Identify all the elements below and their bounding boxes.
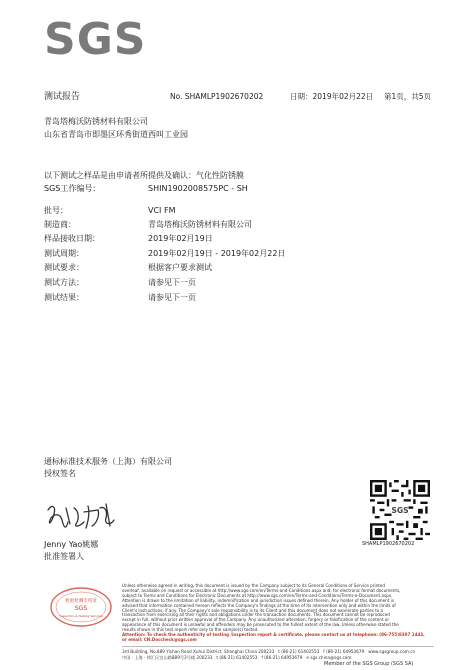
client-address: 山东省青岛市即墨区环秀街道西叫工业园 bbox=[44, 130, 188, 139]
fax-cn: f (86-21) 64953679 bbox=[261, 655, 303, 660]
address-cn: 中国 · 上海 · 徐汇区宜山路889号3号楼 200233 bbox=[122, 655, 213, 660]
fine-line: Attention is drawn to the limitation of liability, indemnification and jurisdiction issues defined therein. Any holder of this document is bbox=[122, 597, 394, 603]
fine-line: Unless otherwise agreed in writing, this document is issued by the Company subject to its General Conditions of Service printed bbox=[122, 583, 385, 588]
row-label: 测试要求： bbox=[44, 263, 84, 272]
inspection-seal-stamp bbox=[46, 586, 116, 628]
client-name: 青岛塔梅沃防锈材料有限公司 bbox=[44, 117, 148, 126]
logo-text: SGS bbox=[44, 14, 147, 65]
row-label: 批号： bbox=[44, 206, 68, 215]
fine-line: transaction from exercising all their rights and obligations under the transaction documents. This document cannot be reproduced bbox=[122, 612, 390, 618]
signer-name: Jenny Yao姚娜 bbox=[44, 540, 99, 549]
signer-role: 批准签署人 bbox=[44, 552, 84, 561]
qr-caption: SHAMLP1902670202 bbox=[362, 541, 415, 547]
row-label: 制造商： bbox=[44, 220, 76, 229]
row-value: 青岛塔梅沃防锈材料有限公司 bbox=[148, 220, 252, 229]
email: e sgs.china@sgs.com bbox=[306, 655, 352, 660]
row-manufacturer bbox=[44, 220, 434, 231]
row-value: 请参见下一页 bbox=[148, 278, 196, 287]
handwritten-signature bbox=[44, 500, 124, 534]
fine-line-email: or email: CN.Doccheck@sgs.com bbox=[122, 636, 197, 642]
row-value: 请参见下一页 bbox=[148, 293, 196, 302]
footer-address-cn-line bbox=[122, 655, 351, 660]
row-value: 2019年02月19日 bbox=[148, 234, 213, 243]
row-value: SHIN1902008575PC - SH bbox=[148, 184, 248, 193]
row-test-period bbox=[44, 249, 434, 260]
row-label: SGS工作编号： bbox=[44, 184, 101, 193]
fine-line: results shown in this test report refer only to the sample(s) tested. bbox=[122, 627, 259, 633]
sample-intro: 以下测试之样品是由申请者所提供及确认：气化性防锈膜 bbox=[44, 171, 244, 180]
row-batch bbox=[44, 206, 434, 217]
tel-en: t (86-21) 61402553 bbox=[278, 649, 320, 654]
row-job-number bbox=[44, 184, 434, 195]
fine-line-attention: Attention: To check the authenticity of testing /inspection report & certificate, please contact us at telephone: (86-755)8307 1443, bbox=[122, 632, 425, 638]
signing-company: 通标标准技术服务（上海）有限公司 bbox=[44, 457, 172, 466]
footer-address-en-line bbox=[122, 649, 415, 654]
row-label: 样品接收日期： bbox=[44, 234, 100, 243]
sgs-logo bbox=[44, 14, 147, 66]
row-label: 测试方法： bbox=[44, 278, 84, 287]
fine-line: Client's instructions, if any. The Company's sole responsibility is to its Client and this document does not exonerate parties to a bbox=[122, 607, 383, 613]
address-en: 3rd Building, No.889 Yishan Road Xuhui District, Shanghai China 200233 bbox=[122, 649, 275, 654]
seal-text: 检验检测专用章 bbox=[65, 599, 97, 604]
verification-qr-code bbox=[370, 480, 430, 540]
sgs-member-note: Member of the SGS Group (SGS SA) bbox=[324, 661, 414, 667]
row-test-requirement bbox=[44, 263, 434, 274]
footer-fine-print bbox=[122, 584, 434, 643]
row-value: 2019年02月19日 - 2019年02月22日 bbox=[148, 249, 286, 258]
row-test-method bbox=[44, 278, 434, 289]
website: www.sgsgroup.com.cn bbox=[368, 649, 416, 654]
fine-line: advised that information contained hereon reflects the Company's findings at the time of its intervention only and within the limits of bbox=[122, 602, 396, 608]
tel-cn: t (86-21) 61402553 bbox=[216, 655, 258, 660]
fax-en: f (86-21) 64953679 bbox=[323, 649, 365, 654]
authorized-signature-label: 授权签名 bbox=[44, 469, 76, 478]
qr-center-logo: SGS bbox=[391, 505, 409, 515]
page-indicator: 第1页，共5页 bbox=[384, 92, 432, 101]
fine-line: overleaf, available on request or accessible at http://www.sgs.com/en/Terms-and-Conditions.aspx and, for electronic format documents, bbox=[122, 587, 401, 593]
row-value: 根据客户要求测试 bbox=[148, 263, 212, 272]
fine-line: except in full, without prior written approval of the Company. Any unauthorized alteration, forgery or falsification of the content or bbox=[122, 617, 390, 623]
fine-line: appearance of this document is unlawful and offenders may be prosecuted to the fullest extent of the law. Unless otherwise stated the bbox=[122, 622, 399, 628]
report-number: No. SHAMLP1902670202 bbox=[170, 92, 264, 101]
row-received-date bbox=[44, 234, 434, 245]
seal-sub: Inspection & Testing Services bbox=[59, 614, 103, 618]
fine-line: subject to Terms and Conditions for Electronic Documents at http://www.sgs.com/en/Terms-and-Conditions/Terms-e-Document.aspx. bbox=[122, 592, 393, 598]
row-test-result bbox=[44, 293, 434, 304]
row-value: VCI FM bbox=[148, 206, 176, 215]
row-label: 测试周期： bbox=[44, 249, 84, 258]
report-date: 日期：2019年02月22日 bbox=[290, 92, 374, 101]
footer-divider bbox=[122, 646, 434, 647]
seal-logo: SGS bbox=[74, 605, 88, 612]
row-label: 测试结果： bbox=[44, 293, 84, 302]
report-title: 测试报告 bbox=[44, 92, 81, 102]
